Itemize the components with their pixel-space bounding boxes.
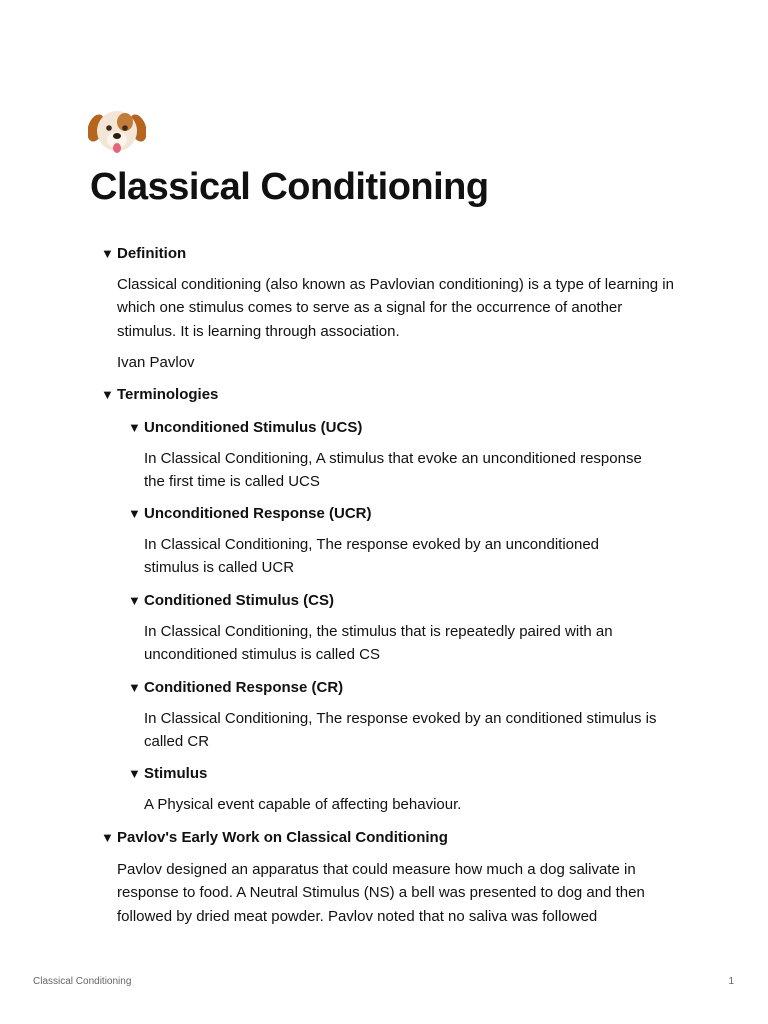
- toggle-heading: Conditioned Response (CR): [144, 679, 344, 696]
- toggle-stimulus[interactable]: [128, 764, 207, 784]
- definition-note: Ivan Pavlov: [117, 354, 195, 371]
- toggle-heading: Unconditioned Stimulus (UCS): [144, 419, 363, 436]
- caret-down-icon: ▼: [101, 246, 114, 261]
- toggle-heading: Terminologies: [117, 386, 219, 403]
- caret-down-icon: ▼: [128, 593, 141, 608]
- toggle-cr[interactable]: [128, 678, 343, 698]
- caret-down-icon: ▼: [128, 506, 141, 521]
- toggle-ucs[interactable]: [128, 418, 362, 438]
- toggle-heading: Pavlov's Early Work on Classical Conditioning: [117, 829, 448, 846]
- footer-page-number: 1: [728, 976, 734, 987]
- toggle-heading: Stimulus: [144, 765, 208, 782]
- caret-down-icon: ▼: [101, 387, 114, 402]
- ucs-text: In Classical Conditioning, A stimulus that evoke an unconditioned response the first time is called UCS: [144, 450, 642, 491]
- pavlov-text: Pavlov designed an apparatus that could measure how much a dog salivate in response to food. A Neutral Stimulus (NS) a bell was presented to dog and then followed by dried meat powder. Pavlov noted that no saliva was followed: [117, 861, 645, 925]
- definition-text: Classical conditioning (also known as Pavlovian conditioning) is a type of learning in which one stimulus comes to serve as a signal for the occurrence of another stimulus. It is learning through association.: [117, 276, 674, 340]
- caret-down-icon: ▼: [128, 680, 141, 695]
- dog-face-icon: [88, 106, 146, 158]
- toggle-ucr[interactable]: [128, 504, 372, 524]
- cs-text: In Classical Conditioning, the stimulus that is repeatedly paired with an unconditioned stimulus is called CS: [144, 623, 613, 664]
- caret-down-icon: ▼: [128, 420, 141, 435]
- toggle-cs[interactable]: [128, 591, 334, 611]
- stimulus-text: A Physical event capable of affecting behaviour.: [144, 796, 462, 813]
- toggle-heading: Definition: [117, 245, 187, 262]
- toggle-heading: Conditioned Stimulus (CS): [144, 592, 334, 609]
- caret-down-icon: ▼: [101, 830, 114, 845]
- caret-down-icon: ▼: [128, 766, 141, 781]
- cr-text: In Classical Conditioning, The response evoked by an conditioned stimulus is called CR: [144, 710, 657, 751]
- footer-title: Classical Conditioning: [33, 976, 132, 987]
- ucr-text: In Classical Conditioning, The response evoked by an unconditioned stimulus is called UCR: [144, 536, 600, 577]
- toggle-terminologies[interactable]: [101, 385, 218, 405]
- page-title: Classical Conditioning: [90, 166, 489, 208]
- toggle-pavlov-early-work[interactable]: [101, 828, 448, 848]
- toggle-heading: Unconditioned Response (UCR): [144, 505, 372, 522]
- toggle-definition[interactable]: [101, 244, 186, 264]
